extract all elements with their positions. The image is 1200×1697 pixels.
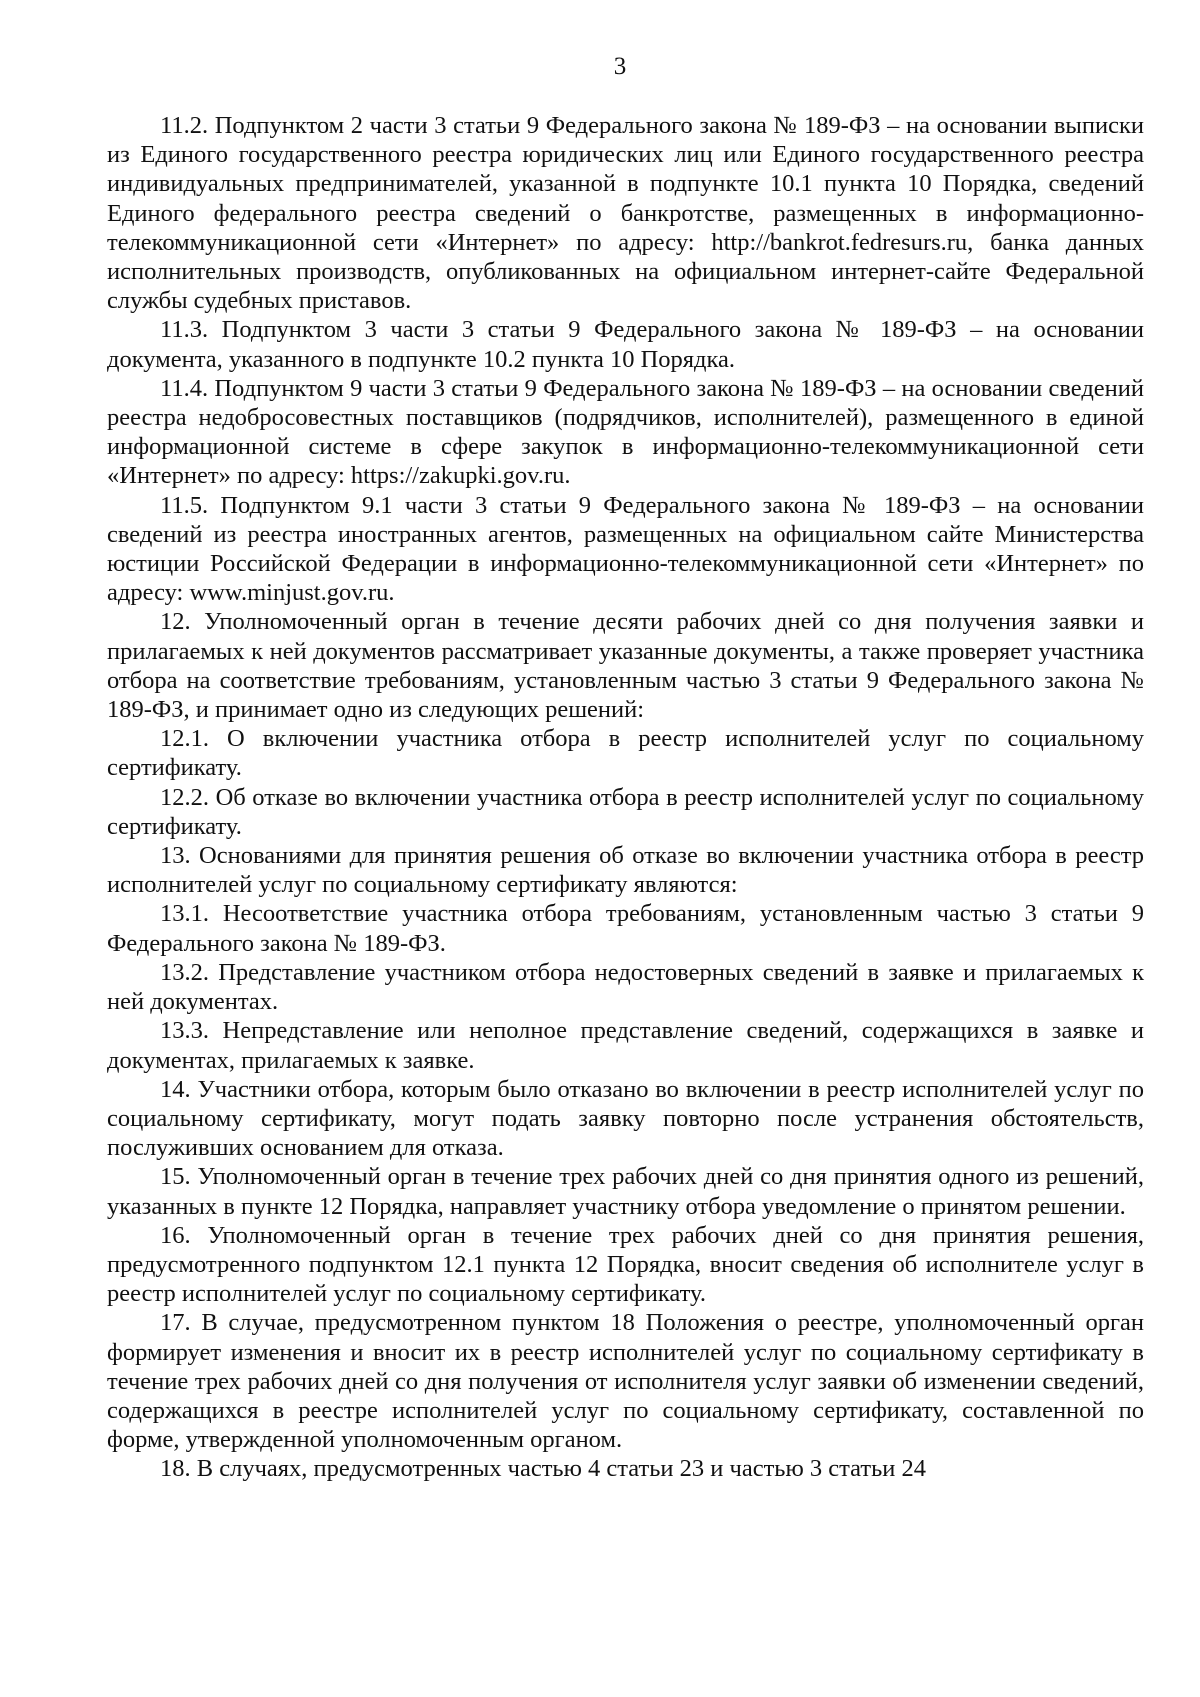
paragraph-16: 16. Уполномоченный орган в течение трех рабочих дней со дня принятия решения, предусмотренного подпунктом 12.1 пункта 12 Порядка, вносит сведения об исполнителе услуг в реестр исполнителей услуг по социальному сертификату. [107, 1221, 1144, 1308]
paragraph-13-3: 13.3. Непредставление или неполное представление сведений, содержащихся в заявке и документах, прилагаемых к заявке. [107, 1017, 1144, 1074]
paragraph-13: 13. Основаниями для принятия решения об отказе во включении участника отбора в реестр исполнителей услуг по социальному сертификату являются: [107, 842, 1144, 899]
paragraph-11-4: 11.4. Подпунктом 9 части 3 статьи 9 Федерального закона № 189-ФЗ – на основании сведений реестра недобросовестных поставщиков (подрядчиков, исполнителей), размещенного в единой информационной системе в сфере закупок в информационно-телекоммуникационной сети «Интернет» по адресу: https://zakupki.gov.ru. [107, 374, 1144, 490]
paragraph-14: 14. Участники отбора, которым было отказано во включении в реестр исполнителей услуг по социальному сертификату, могут подать заявку повторно после устранения обстоятельств, послуживших основанием для отказа. [107, 1075, 1144, 1162]
paragraph-18: 18. В случаях, предусмотренных частью 4 статьи 23 и частью 3 статьи 24 [160, 1455, 926, 1483]
paragraph-12: 12. Уполномоченный орган в течение десяти рабочих дней со дня получения заявки и прилагаемых к ней документов рассматривает указанные документы, а также проверяет участника отбора на соответствие требованиям, установленным частью 3 статьи 9 Федерального закона № 189-ФЗ, и принимает одно из следующих решений: [107, 608, 1144, 724]
paragraph-11-3: 11.3. Подпунктом 3 части 3 статьи 9 Федерального закона № 189-ФЗ – на основании документа, указанного в подпункте 10.2 пункта 10 Порядка. [107, 316, 1144, 373]
paragraph-13-2: 13.2. Представление участником отбора недостоверных сведений в заявке и прилагаемых к ней документах. [107, 958, 1144, 1016]
paragraph-12-2: 12.2. Об отказе во включении участника отбора в реестр исполнителей услуг по социальному сертификату. [107, 783, 1144, 840]
paragraph-13-1: 13.1. Несоответствие участника отбора требованиям, установленным частью 3 статьи 9 Федерального закона № 189-ФЗ. [107, 900, 1144, 957]
paragraph-11-2: 11.2. Подпунктом 2 части 3 статьи 9 Федерального закона № 189-ФЗ – на основании выписки из Единого государственного реестра юридических лиц или Единого государственного реестра индивидуальных предпринимателей, указанной в подпункте 10.1 пункта 10 Порядка, сведений Единого федерального реестра сведений о банкротстве, размещенных в информационно-телекоммуникационной сети «Интернет» по адресу: http://bankrot.fedresurs.ru, банка данных исполнительных производств, опубликованных на официальном интернет-сайте Федеральной службы судебных приставов. [107, 112, 1144, 315]
paragraph-15: 15. Уполномоченный орган в течение трех рабочих дней со дня принятия одного из решений, указанных в пункте 12 Порядка, направляет участнику отбора уведомление о принятом решении. [107, 1163, 1144, 1220]
paragraph-12-1: 12.1. О включении участника отбора в реестр исполнителей услуг по социальному сертификату. [107, 725, 1144, 782]
page-number: 3 [613, 53, 627, 80]
document-body [107, 111, 1144, 1484]
paragraph-11-5: 11.5. Подпунктом 9.1 части 3 статьи 9 Федерального закона № 189-ФЗ – на основании сведений из реестра иностранных агентов, размещенных на официальном сайте Министерства юстиции Российской Федерации в информационно-телекоммуникационной сети «Интернет» по адресу: www.minjust.gov.ru. [107, 491, 1144, 607]
paragraph-17: 17. В случае, предусмотренном пунктом 18 Положения о реестре, уполномоченный орган формирует изменения и вносит их в реестр исполнителей услуг по социальному сертификату в течение трех рабочих дней со дня получения от исполнителя услуг заявки об изменении сведений, содержащихся в реестре исполнителей услуг по социальному сертификату, составленной по форме, утвержденной уполномоченным органом. [107, 1309, 1144, 1454]
